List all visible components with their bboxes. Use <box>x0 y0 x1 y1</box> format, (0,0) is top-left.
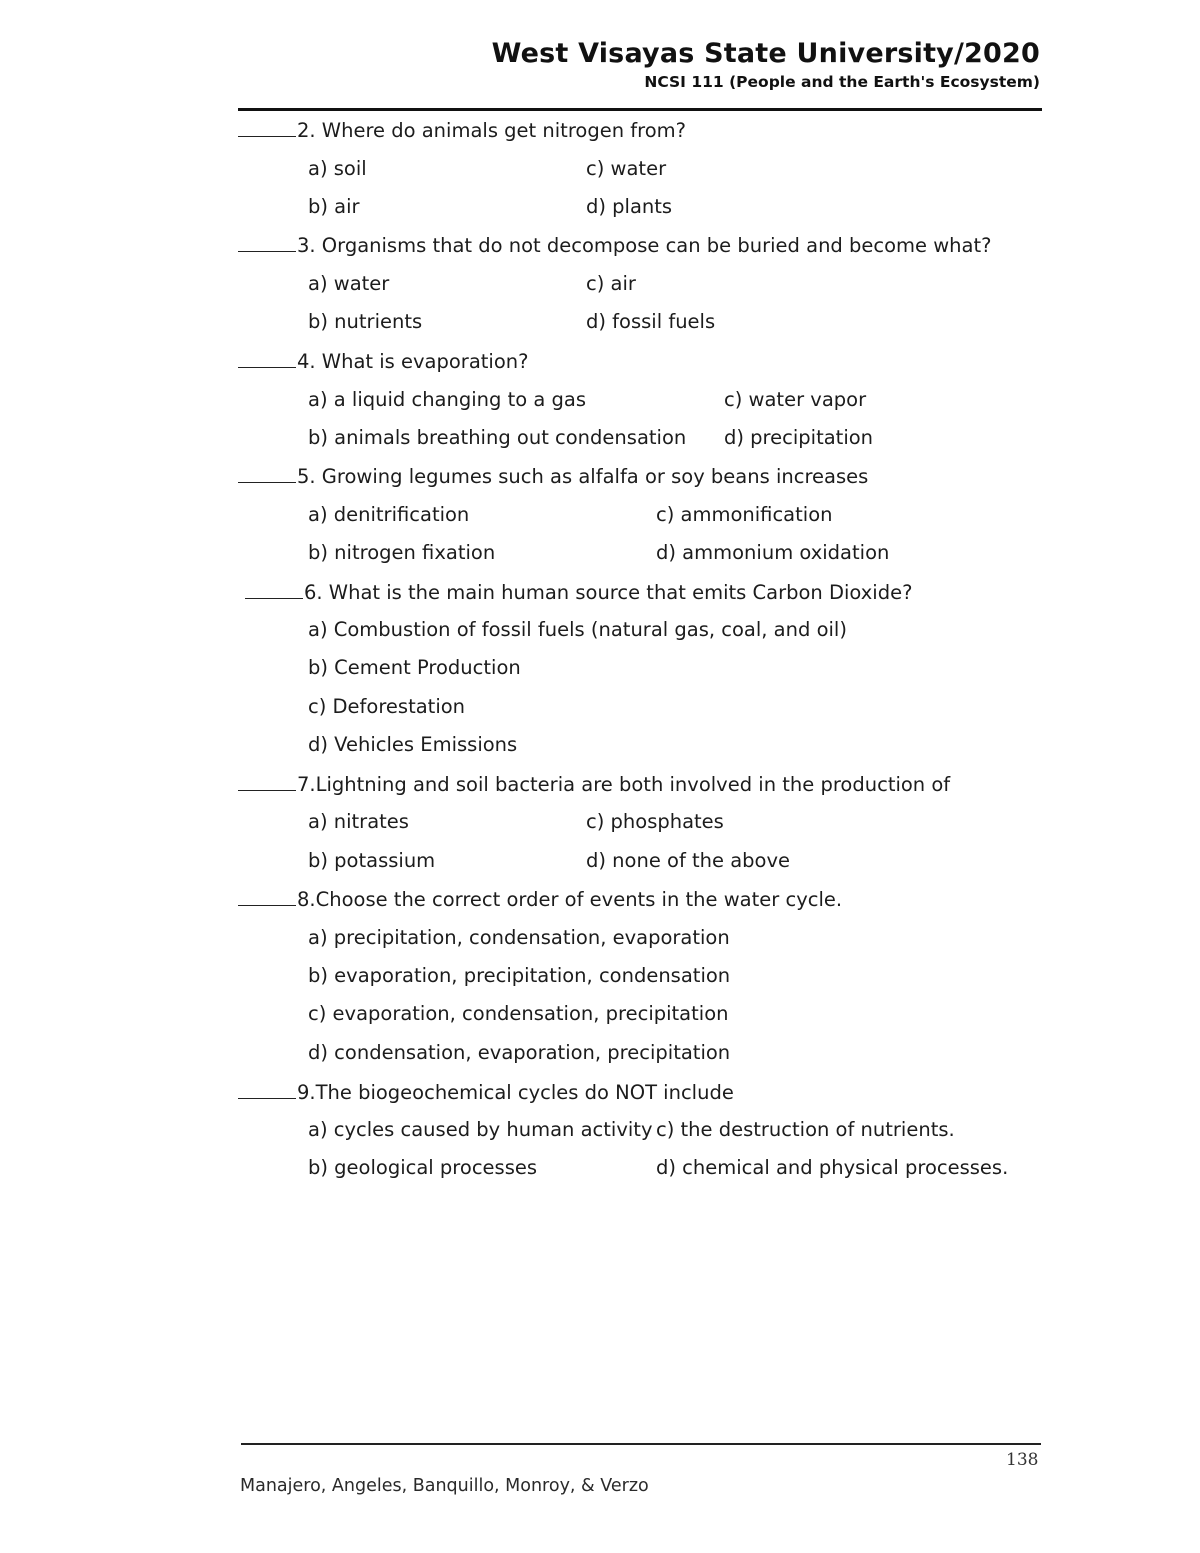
question-4 <box>238 349 528 374</box>
answer-blank <box>238 1080 296 1099</box>
question-2 <box>238 118 686 143</box>
question-7 <box>238 772 950 797</box>
page-number: 138 <box>1006 1450 1039 1470</box>
option-d: d) Vehicles Emissions <box>308 733 518 756</box>
option-d: d) chemical and physical processes. <box>656 1156 1009 1179</box>
option-b: b) air <box>308 195 360 218</box>
answer-blank <box>245 580 303 599</box>
question-9 <box>238 1080 734 1105</box>
option-a: a) a liquid changing to a gas <box>308 388 586 411</box>
option-a: a) Combustion of fossil fuels (natural gas, coal, and oil) <box>308 618 847 641</box>
page-header <box>492 38 1040 91</box>
option-b: b) nutrients <box>308 310 423 333</box>
option-d: d) none of the above <box>586 849 791 872</box>
option-b: b) Cement Production <box>308 656 521 679</box>
header-divider <box>238 108 1042 111</box>
answer-blank <box>238 118 296 137</box>
question-text: 6. What is the main human source that emits Carbon Dioxide? <box>304 581 913 604</box>
question-8 <box>238 887 842 912</box>
question-text: 7.Lightning and soil bacteria are both involved in the production of <box>297 773 951 796</box>
question-text: 2. Where do animals get nitrogen from? <box>297 119 687 142</box>
question-text: 9.The biogeochemical cycles do NOT include <box>297 1081 734 1104</box>
footer-divider <box>241 1443 1041 1445</box>
course-subtitle: NCSI 111 (People and the Earth's Ecosystem) <box>644 73 1040 91</box>
option-d: d) plants <box>586 195 673 218</box>
answer-blank <box>238 233 296 252</box>
option-c: c) air <box>586 272 636 295</box>
option-b: b) evaporation, precipitation, condensation <box>308 964 731 987</box>
option-b: b) geological processes <box>308 1156 538 1179</box>
option-d: d) fossil fuels <box>586 310 716 333</box>
question-6 <box>245 580 912 605</box>
option-c: c) the destruction of nutrients. <box>656 1118 955 1141</box>
option-d: d) condensation, evaporation, precipitation <box>308 1041 731 1064</box>
answer-blank <box>238 772 296 791</box>
option-c: c) phosphates <box>586 810 724 833</box>
question-5 <box>238 464 868 489</box>
option-c: c) Deforestation <box>308 695 466 718</box>
option-c: c) water vapor <box>724 388 867 411</box>
option-b: b) potassium <box>308 849 436 872</box>
question-text: 5. Growing legumes such as alfalfa or soy beans increases <box>297 465 869 488</box>
option-c: c) ammonification <box>656 503 833 526</box>
option-a: a) denitrification <box>308 503 470 526</box>
option-c: c) water <box>586 157 667 180</box>
question-3 <box>238 233 991 258</box>
question-text: 8.Choose the correct order of events in the water cycle. <box>297 888 843 911</box>
answer-blank <box>238 464 296 483</box>
option-a: a) nitrates <box>308 810 409 833</box>
university-title: West Visayas State University/2020 <box>491 38 1040 69</box>
option-a: a) precipitation, condensation, evaporation <box>308 926 730 949</box>
option-b: b) animals breathing out condensation <box>308 426 687 449</box>
option-c: c) evaporation, condensation, precipitation <box>308 1002 729 1025</box>
answer-blank <box>238 349 296 368</box>
option-a: a) water <box>308 272 390 295</box>
option-d: d) precipitation <box>724 426 874 449</box>
authors-credit: Manajero, Angeles, Banquillo, Monroy, & Verzo <box>240 1476 649 1496</box>
answer-blank <box>238 887 296 906</box>
option-a: a) soil <box>308 157 367 180</box>
question-text: 3. Organisms that do not decompose can be buried and become what? <box>297 234 992 257</box>
question-text: 4. What is evaporation? <box>297 350 529 373</box>
option-a: a) cycles caused by human activity <box>308 1118 653 1141</box>
option-b: b) nitrogen fixation <box>308 541 496 564</box>
option-d: d) ammonium oxidation <box>656 541 890 564</box>
